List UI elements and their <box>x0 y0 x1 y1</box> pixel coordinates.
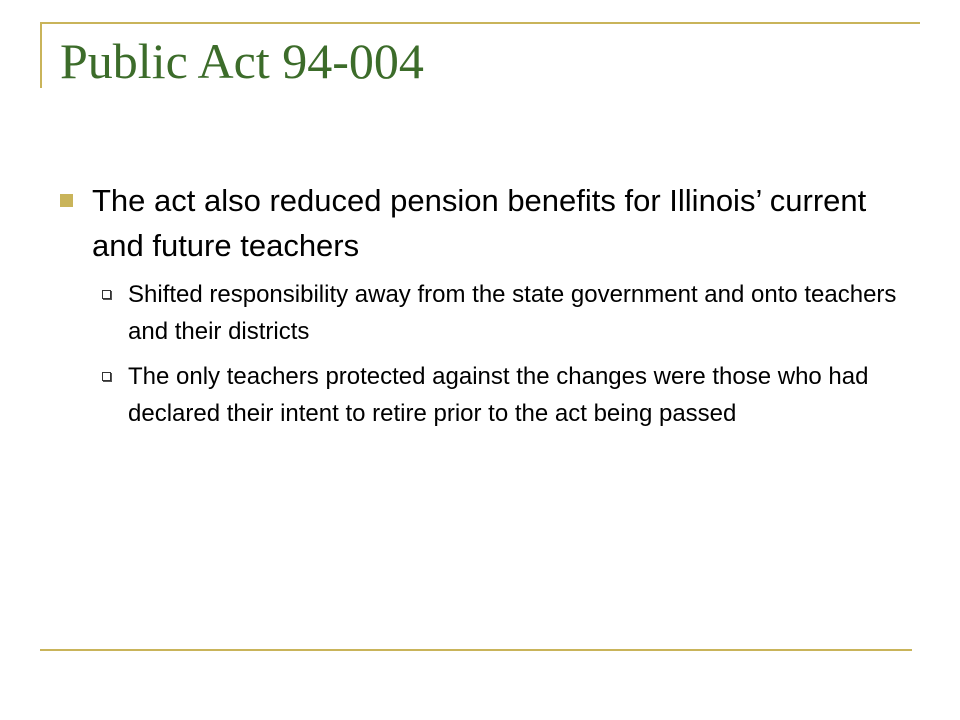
slide-body <box>60 178 900 440</box>
bottom-rule <box>40 649 912 651</box>
sub-bullet-item <box>102 358 900 432</box>
sub-bullet-text: Shifted responsibility away from the state government and onto teachers and their districts <box>128 281 897 345</box>
left-rule <box>40 22 42 88</box>
slide-title: Public Act 94-004 <box>60 33 424 89</box>
bullet-text: The act also reduced pension benefits for Illinois’ current and future teachers <box>92 183 867 263</box>
top-rule <box>40 22 920 24</box>
hollow-square-bullet-icon <box>102 290 111 299</box>
hollow-square-bullet-icon <box>102 372 111 381</box>
filled-square-bullet-icon <box>60 194 73 207</box>
sub-bullet-text: The only teachers protected against the changes were those who had declared their intent to retire prior to the act being passed <box>128 363 869 427</box>
sub-bullet-item <box>102 276 900 350</box>
bullet-item <box>60 178 900 268</box>
